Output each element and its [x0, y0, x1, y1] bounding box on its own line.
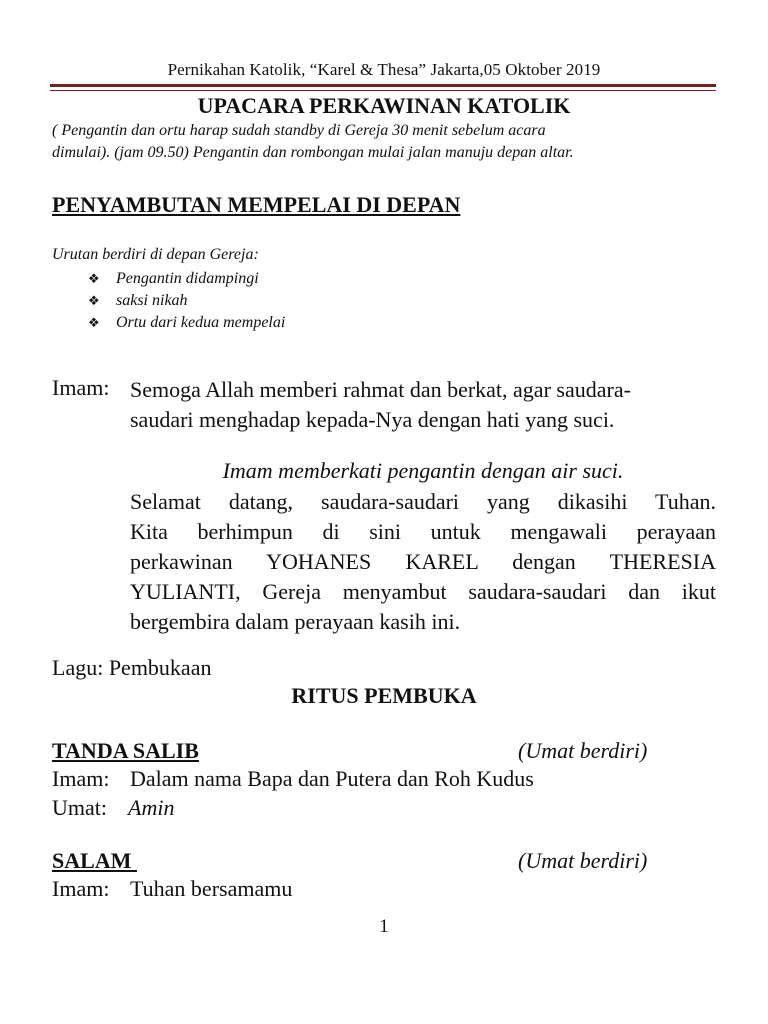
stand-note: (Umat berdiri) [518, 848, 648, 873]
rubric-holy-water: Imam memberkati pengantin dengan air suci. [222, 458, 624, 483]
opening-song: Lagu: Pembukaan [52, 655, 212, 680]
section-heading-ritus: RITUS PEMBUKA [291, 683, 477, 708]
speaker-imam: Imam: [52, 876, 110, 901]
order-label: Urutan berdiri di depan Gereja: [52, 246, 259, 263]
list-item-text: Pengantin didampingi [116, 270, 259, 287]
diamond-bullet-icon: ❖ [88, 315, 100, 330]
intro-line-1: ( Pengantin dan ortu harap sudah standby di Gereja 30 menit sebelum acara [52, 122, 546, 139]
intro-line-2: dimulai). (jam 09.50) Pengantin dan rombongan mulai jalan manuju depan altar. [52, 144, 574, 161]
welcome-line-5: bergembira dalam perayaan kasih ini. [130, 609, 461, 634]
list-item-text: saksi nikah [116, 292, 188, 309]
welcome-paragraph [130, 487, 716, 637]
welcome-line-3: perkawinan YOHANES KAREL dengan THERESIA [130, 549, 716, 574]
speaker-imam: Imam: [52, 766, 110, 791]
diamond-bullet-icon: ❖ [88, 293, 100, 308]
list-item [88, 290, 285, 312]
imam-text: Tuhan bersamamu [130, 876, 293, 901]
imam-text: Dalam nama Bapa dan Putera dan Roh Kudus [130, 766, 534, 791]
header-rule-thick [50, 84, 716, 87]
blessing-line-2: saudari menghadap kepada-Nya dengan hati yang suci. [130, 407, 615, 432]
welcome-line-2: Kita berhimpun di sini untuk mengawali perayaan [130, 519, 716, 544]
intro-note [52, 120, 722, 164]
stand-note: (Umat berdiri) [518, 738, 648, 763]
section-heading-penyambutan: PENYAMBUTAN MEMPELAI DI DEPAN [52, 192, 461, 217]
section-heading-tanda-salib: TANDA SALIB [52, 738, 199, 763]
speaker-umat: Umat: [52, 795, 107, 820]
list-item [88, 268, 285, 290]
salam-heading-text: SALAM [52, 848, 132, 873]
running-header: Pernikahan Katolik, “Karel & Thesa” Jakarta,05 Oktober 2019 [167, 60, 601, 79]
list-item [88, 312, 285, 334]
umat-response: Amin [128, 795, 175, 820]
diamond-bullet-icon: ❖ [88, 271, 100, 286]
welcome-line-1: Selamat datang, saudara-saudari yang dikasihi Tuhan. [130, 489, 716, 514]
header-rule-thin [50, 90, 716, 91]
document-title: UPACARA PERKAWINAN KATOLIK [197, 93, 571, 118]
list-item-text: Ortu dari kedua mempelai [116, 314, 286, 331]
speaker-imam: Imam: [52, 375, 110, 400]
page-number: 1 [379, 916, 389, 937]
blessing-prayer [130, 375, 716, 435]
section-heading-salam [52, 848, 137, 874]
standing-order-list [88, 268, 285, 334]
welcome-line-4: YULIANTI, Gereja menyambut saudara-saudari dan ikut [130, 579, 716, 604]
blessing-line-1: Semoga Allah memberi rahmat dan berkat, agar saudara- [130, 377, 631, 402]
